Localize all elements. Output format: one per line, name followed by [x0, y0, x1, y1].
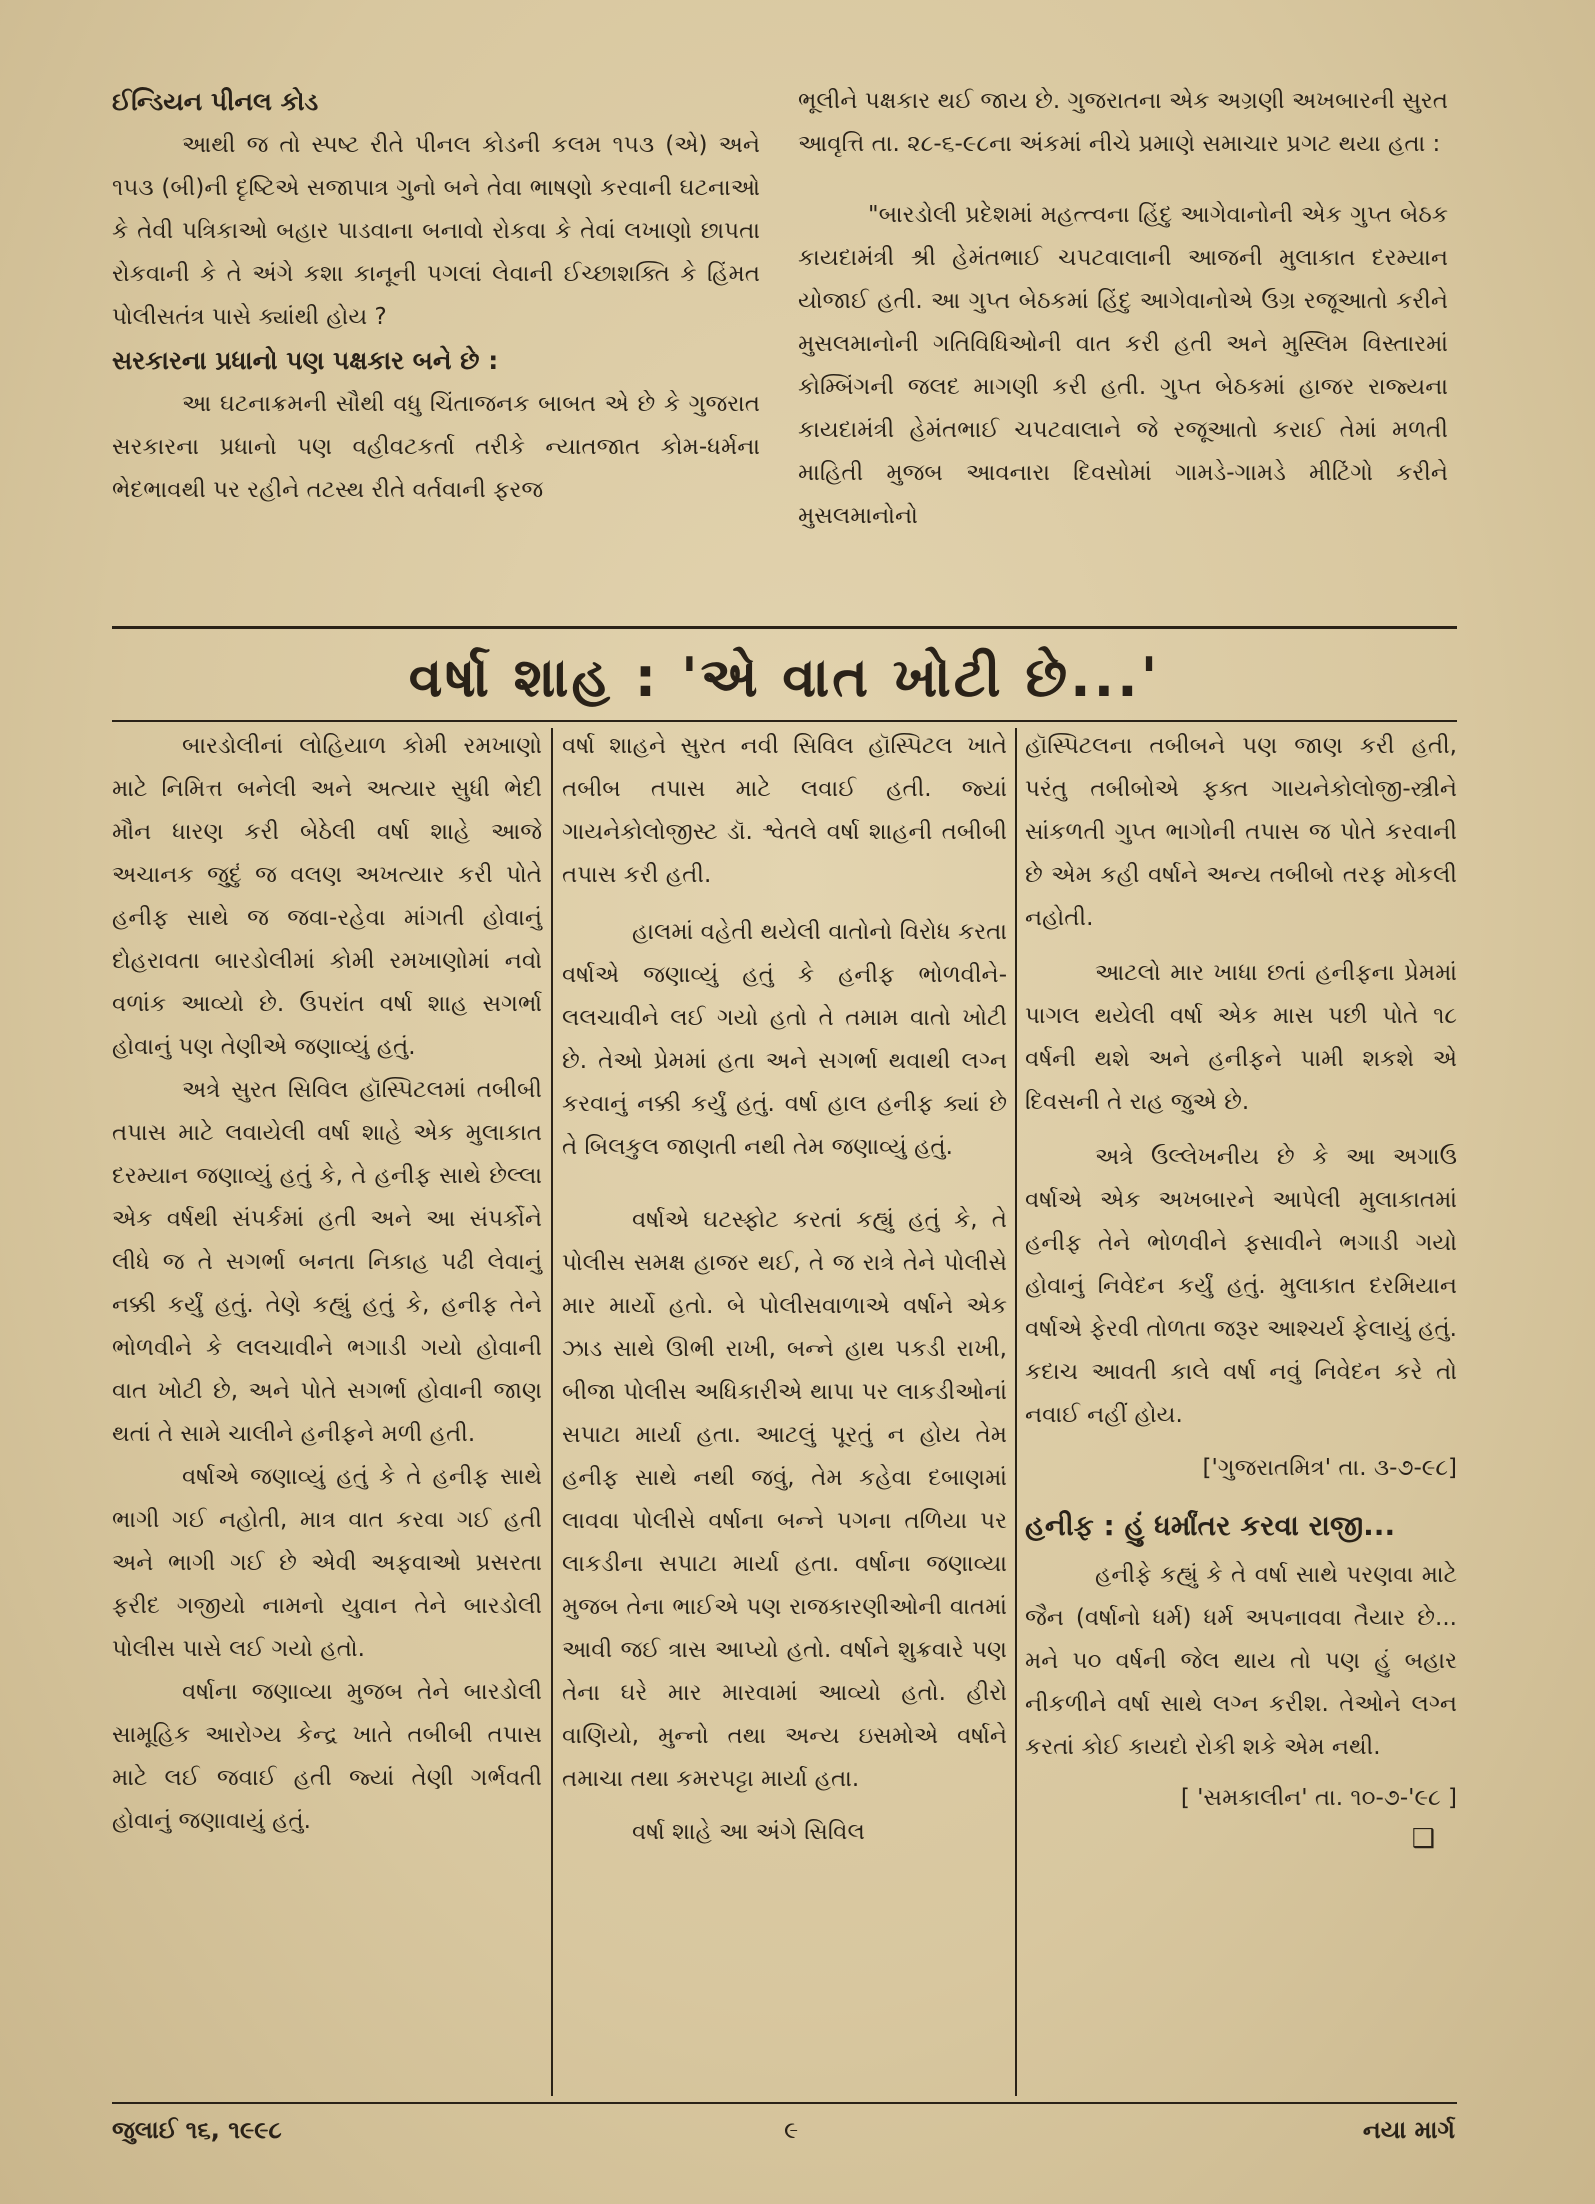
paragraph: બારડોલીનાં લોહિયાળ કોમી રમખાણો માટે નિમિત્ત બનેલી અને અત્યાર સુધી ભેદી મૌન ધારણ કરી બેઠેલી વર્ષા શાહે આજે અચાનક જુદું જ વલણ અખત્યાર કરી પોતે હનીફ સાથે જ જવા-રહેવા માંગતી હોવાનું દોહરાવતા બારડોલીમાં કોમી રમખાણોમાં નવો વળાંક આવ્યો છે. ઉપરાંત વર્ષા શાહ સગર્ભા હોવાનું પણ તેણીએ જણાવ્યું હતું.	[112, 733, 542, 1060]
article-headline: વર્ષા શાહ : 'એ વાત ખોટી છે...'	[408, 646, 1161, 709]
magazine-name: નયા માર્ગ	[1362, 2116, 1455, 2144]
article-column-2	[562, 725, 1007, 1854]
article-column-1	[112, 725, 542, 1843]
top-left-column	[112, 80, 760, 512]
paragraph: વર્ષા શાહે આ અંગે સિવિલ	[632, 1819, 865, 1845]
paragraph: અત્રે ઉલ્લેખનીય છે કે આ અગાઉ વર્ષાએ એક અખબારને આપેલી મુલાકાતમાં હનીફ તેને ભોળવીને ફસાવીને ભગાડી ગયો હોવાનું નિવેદન કર્યું હતું. મુલાકાત દરમિયાન વર્ષાએ ફેરવી તોળતા જરૂર આશ્ચર્ય ફેલાયું હતું. કદાચ આવતી કાલે વર્ષા નવું નિવેદન કરે તો નવાઈ નહીં હોય.	[1025, 1144, 1457, 1428]
paragraph: વર્ષા શાહને સુરત નવી સિવિલ હૉસ્પિટલ ખાતે તબીબ તપાસ માટે લવાઈ હતી. જ્યાં ગાયનેકોલોજીસ્ટ ડૉ. શ્વેતલે વર્ષા શાહની તબીબી તપાસ કરી હતી.	[562, 733, 1007, 888]
paragraph: આટલો માર ખાધા છતાં હનીફના પ્રેમમાં પાગલ થયેલી વર્ષા એક માસ પછી પોતે ૧૮ વર્ષની થશે અને હનીફને પામી શકશે એ દિવસની તે રાહ જુએ છે.	[1025, 960, 1457, 1115]
headline-top-rule	[112, 626, 1457, 629]
column-divider	[1015, 728, 1017, 2096]
paragraph: વર્ષાના જણાવ્યા મુજબ તેને બારડોલી સામૂહિક આરોગ્ય કેન્દ્ર ખાતે તબીબી તપાસ માટે લઈ જવાઈ હતી જ્યાં તેણી ગર્ભવતી હોવાનું જણાવાયું હતું.	[112, 1679, 542, 1834]
paragraph: વર્ષાએ જણાવ્યું હતું કે તે હનીફ સાથે ભાગી ગઈ નહોતી, માત્ર વાત કરવા ગઈ હતી અને ભાગી ગઈ છે એવી અફવાઓ પ્રસરતા ફરીદ ગજીયો નામનો યુવાન તેને બારડોલી પોલીસ પાસે લઈ ગયો હતો.	[112, 1464, 542, 1662]
paragraph: અત્રે સુરત સિવિલ હૉસ્પિટલમાં તબીબી તપાસ માટે લવાયેલી વર્ષા શાહે એક મુલાકાત દરમ્યાન જણાવ્યું હતું કે, તે હનીફ સાથે છેલ્લા એક વર્ષથી સંપર્કમાં હતી અને આ સંપર્કોને લીધે જ તે સગર્ભા બનતા નિકાહ પઢી લેવાનું નક્કી કર્યું હતું. તેણે કહ્યું હતું કે, હનીફ તેને ભોળવીને કે લલચાવીને ભગાડી ગયો હોવાની વાત ખોટી છે, અને પોતે સગર્ભા હોવાની જાણ થતાં તે સામે ચાલીને હનીફને મળી હતી.	[112, 1077, 542, 1447]
end-mark-icon: ❑	[1411, 1824, 1435, 1854]
page-number: ૯	[784, 2116, 799, 2144]
source-citation: ['ગુજરાતમિત્ર' તા. ૩-૭-૯૮]	[1202, 1455, 1457, 1481]
paragraph: હનીફે કહ્યું કે તે વર્ષા સાથે પરણવા માટે જૈન (વર્ષાનો ધર્મ) ધર્મ અપનાવવા તૈયાર છે... મને ૫૦ વર્ષની જેલ થાય તો પણ હું બહાર નીકળીને વર્ષા સાથે લગ્ન કરીશ. તેઓને લગ્ન કરતાં કોઈ કાયદો રોકી શકે એમ નથી.	[1025, 1562, 1457, 1760]
quoted-news-paragraph: "બારડોલી પ્રદેશમાં મહત્ત્વના હિંદુ આગેવાનોની એક ગુપ્ત બેઠક કાયદામંત્રી શ્રી હેમંતભાઈ ચપટવાલાની આજની મુલાકાત દરમ્યાન યોજાઈ હતી. આ ગુપ્ત બેઠકમાં હિંદુ આગેવાનોએ ઉગ્ર રજૂઆતો કરીને મુસલમાનોની ગતિવિધિઓની વાત કરી હતી અને મુસ્લિમ વિસ્તારમાં કોમ્બિંગની જલદ માગણી કરી હતી. ગુપ્ત બેઠકમાં હાજર રાજ્યના કાયદામંત્રી હેમંતભાઈ ચપટવાલાને જે રજૂઆતો કરાઈ તેમાં મળતી માહિતી મુજબ આવનારા દિવસોમાં ગામડે-ગામડે મીટિંગો કરીને મુસલમાનોનો	[798, 202, 1448, 529]
paragraph: વર્ષાએ ઘટસ્ફોટ કરતાં કહ્યું હતું કે, તે પોલીસ સમક્ષ હાજર થઈ, તે જ રાત્રે તેને પોલીસે માર માર્યો હતો. બે પોલીસવાળાએ વર્ષાને એક ઝાડ સાથે ઊભી રાખી, બન્ને હાથ પકડી રાખી, બીજા પોલીસ અધિકારીએ થાપા પર લાકડીઓનાં સપાટા માર્યા હતા. આટલું પૂરતું ન હોય તેમ હનીફ સાથે નથી જવું, તેમ કહેવા દબાણમાં લાવવા પોલીસે વર્ષાના બન્ને પગના તળિયા પર લાકડીના સપાટા માર્યા હતા. વર્ષાના જણાવ્યા મુજબ તેના ભાઈએ પણ રાજકારણીઓની વાતમાં આવી જઈ ત્રાસ આપ્યો હતો. વર્ષાને શુક્રવારે પણ તેના ઘરે માર મારવામાં આવ્યો હતો. હીરો વાણિયો, મુન્નો તથા અન્ય ઇસમોએ વર્ષાને તમાચા તથા કમરપટ્ટા માર્યા હતા.	[562, 1207, 1007, 1792]
footer-date: જુલાઈ ૧૬, ૧૯૯૮	[112, 2116, 282, 2144]
section-heading-penal-code: ઈન્ડિયન પીનલ કોડ	[112, 87, 319, 116]
sub-headline: હનીફ : હું ધર્માંતર કરવા રાજી...	[1025, 1509, 1396, 1542]
article-column-3	[1025, 725, 1457, 1854]
section-heading-ministers: સરકારના પ્રધાનો પણ પક્ષકાર બને છે :	[112, 346, 499, 375]
top-right-column	[798, 80, 1448, 538]
paragraph: હૉસ્પિટલના તબીબને પણ જાણ કરી હતી, પરંતુ તબીબોએ ફક્ત ગાયનેકોલોજી-સ્ત્રીને સાંકળતી ગુપ્ત ભાગોની તપાસ જ પોતે કરવાની છે એમ કહી વર્ષાને અન્ય તબીબો તરફ મોકલી નહોતી.	[1025, 733, 1457, 931]
paragraph: આથી જ તો સ્પષ્ટ રીતે પીનલ કોડની કલમ ૧૫૩ (એ) અને ૧૫૩ (બી)ની દૃષ્ટિએ સજાપાત્ર ગુનો બને તેવા ભાષણો કરવાની ઘટનાઓ કે તેવી પત્રિકાઓ બહાર પાડવાના બનાવો રોકવા કે તેવાં લખાણો છાપતા રોકવાની કે તે અંગે કશા કાનૂની પગલાં લેવાની ઈચ્છાશક્તિ કે હિંમત પોલીસતંત્ર પાસે ક્યાંથી હોય ?	[112, 132, 760, 330]
paragraph: ભૂલીને પક્ષકાર થઈ જાય છે. ગુજરાતના એક અગ્રણી અખબારની સુરત આવૃત્તિ તા. ૨૮-૬-૯૮ના અંકમાં નીચે પ્રમાણે સમાચાર પ્રગટ થયા હતા :	[798, 88, 1448, 157]
paragraph: હાલમાં વહેતી થયેલી વાતોનો વિરોધ કરતા વર્ષાએ જણાવ્યું હતું કે હનીફ ભોળવીને-લલચાવીને લઈ ગયો હતો તે તમામ વાતો ખોટી છે. તેઓ પ્રેમમાં હતા અને સગર્ભા થવાથી લગ્ન કરવાનું નક્કી કર્યું હતું. વર્ષા હાલ હનીફ ક્યાં છે તે બિલકુલ જાણતી નથી તેમ જણાવ્યું હતું.	[562, 919, 1007, 1160]
paragraph: આ ઘટનાક્રમની સૌથી વધુ ચિંતાજનક બાબત એ છે કે ગુજરાત સરકારના પ્રધાનો પણ વહીવટકર્તા તરીકે ન્યાતજાત કોમ-ધર્મના ભેદભાવથી પર રહીને તટસ્થ રીતે વર્તવાની ફરજ	[112, 391, 760, 503]
footer-rule	[112, 2102, 1457, 2104]
source-citation: [ 'સમકાલીન' તા. ૧૦-૭-'૯૮ ]	[1180, 1785, 1457, 1811]
headline-bottom-rule	[112, 720, 1457, 722]
column-divider	[551, 728, 553, 2096]
